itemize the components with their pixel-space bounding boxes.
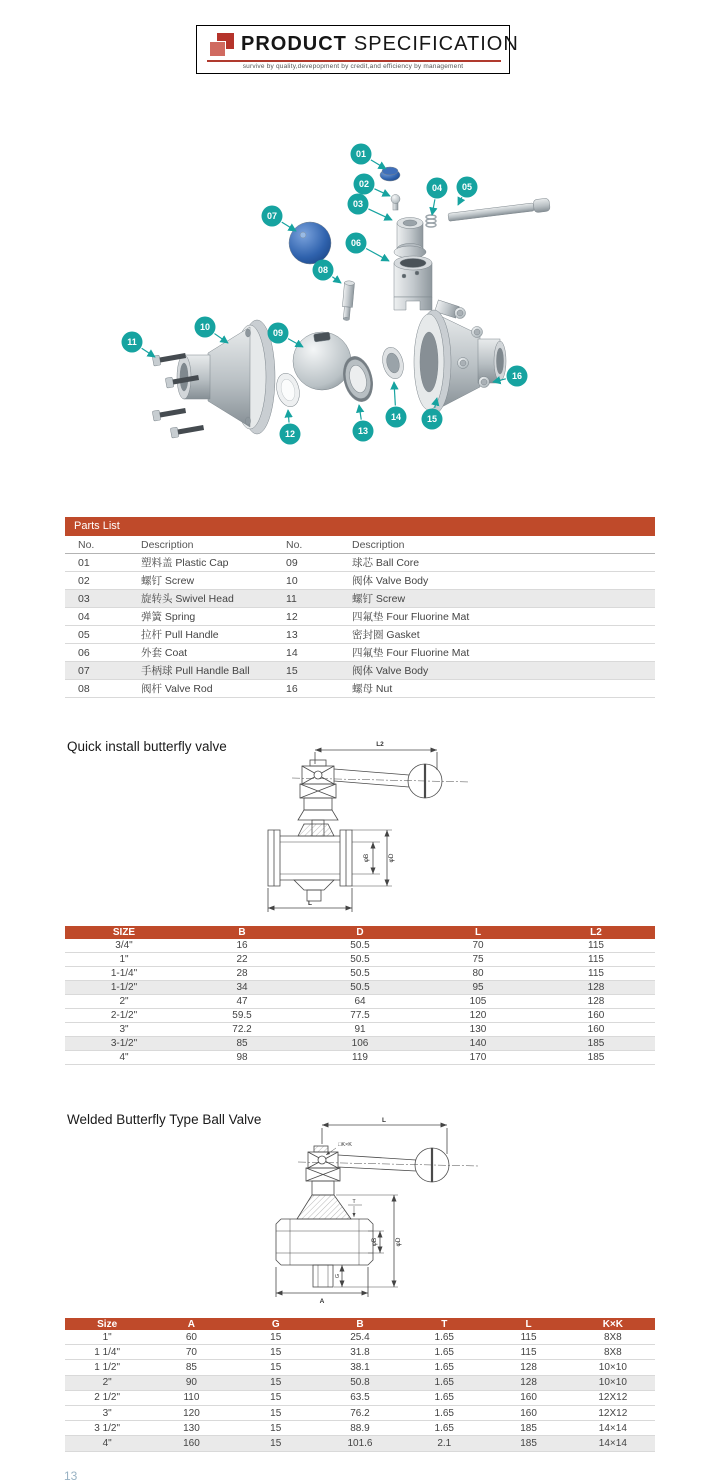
table-header-row [65, 926, 655, 939]
table-cell: 05 [65, 626, 128, 644]
callout-number: 15 [426, 414, 438, 425]
table-cell: 160 [537, 1023, 655, 1037]
table-cell: 1.65 [402, 1330, 486, 1345]
table-cell: 160 [537, 1009, 655, 1023]
callout-number: 10 [199, 322, 211, 333]
table-cell: 15 [234, 1436, 318, 1451]
size-table-quick-install [65, 926, 655, 1065]
callout-arrow [432, 199, 435, 215]
callout-number: 07 [266, 211, 278, 222]
column-header: L2 [537, 926, 655, 939]
quick-install-butterfly-valve-drawing [240, 736, 480, 922]
part-valve-rod [341, 280, 354, 320]
table-header-row [65, 1318, 655, 1330]
callout-number: 08 [317, 265, 329, 276]
table-cell: 15 [234, 1360, 318, 1375]
table-cell: 1-1/4" [65, 967, 183, 981]
table-cell: 90 [149, 1375, 233, 1390]
table-cell: 4" [65, 1436, 149, 1451]
callout-09 [268, 323, 304, 348]
table-cell: 阀体 Valve Body [342, 572, 655, 590]
section2-heading: Welded Butterfly Type Ball Valve [67, 1112, 262, 1127]
dim-label-d: φD [388, 853, 395, 863]
table-cell: 15 [234, 1405, 318, 1420]
table-row [65, 981, 655, 995]
callout-11 [122, 332, 156, 358]
table-cell: 15 [234, 1345, 318, 1360]
table-cell: 120 [149, 1405, 233, 1420]
table-cell: 1" [65, 953, 183, 967]
callout-04 [427, 178, 448, 216]
dim-label-l: L [382, 1117, 386, 1124]
dim-label-t: T [352, 1199, 356, 1205]
table-cell: 115 [537, 953, 655, 967]
callout-07 [262, 206, 297, 232]
table-cell: 13 [276, 626, 342, 644]
callout-arrow [394, 382, 395, 406]
callout-10 [195, 317, 229, 344]
table-cell: 95 [419, 981, 537, 995]
table-cell: 2.1 [402, 1436, 486, 1451]
table-cell: 98 [183, 1051, 301, 1065]
callout-number: 03 [352, 199, 364, 210]
table-cell: 170 [419, 1051, 537, 1065]
dim-label-b: φB [371, 1237, 378, 1247]
table-cell: 1 1/2" [65, 1360, 149, 1375]
callout-14 [386, 382, 407, 428]
callout-13 [353, 405, 374, 442]
table-cell: 弹簧 Spring [128, 608, 276, 626]
welded-butterfly-ball-valve-drawing [250, 1112, 485, 1307]
table-cell: 160 [486, 1390, 570, 1405]
header-tagline: survive by quality,devepopment by credit,and efficiency by management [242, 63, 464, 70]
table-cell: 2-1/2" [65, 1009, 183, 1023]
table-cell: 15 [234, 1421, 318, 1436]
table-cell: 75 [419, 953, 537, 967]
part-fluorine-mat-right [379, 345, 406, 381]
table-row [65, 1023, 655, 1037]
table-cell: 3/4" [65, 939, 183, 953]
table-cell: 115 [486, 1345, 570, 1360]
table-cell: 10 [276, 572, 342, 590]
table-cell: 塑料盖 Plastic Cap [128, 554, 276, 572]
table-cell: 185 [486, 1436, 570, 1451]
callout-06 [346, 233, 390, 262]
callout-arrow [359, 405, 361, 420]
dim-label-l: L [308, 900, 312, 907]
table-cell: 四氟垫 Four Fluorine Mat [342, 608, 655, 626]
callout-number: 05 [461, 182, 473, 193]
callout-arrow [142, 348, 155, 357]
table-cell: 47 [183, 995, 301, 1009]
table-cell: 119 [301, 1051, 419, 1065]
title-specification: SPECIFICATION [353, 33, 519, 55]
table-cell: 11 [276, 590, 342, 608]
part-screw-top [391, 195, 400, 211]
parts-list-title: Parts List [65, 517, 655, 536]
table-cell: 14 [276, 644, 342, 662]
dim-label-kxk: □K×K [338, 1142, 352, 1148]
table-cell: 185 [486, 1421, 570, 1436]
table-cell: 1 1/4" [65, 1345, 149, 1360]
table-cell: 09 [276, 554, 342, 572]
table-cell: 15 [234, 1330, 318, 1345]
column-header: Description [128, 536, 276, 554]
table-cell: 10×10 [571, 1360, 655, 1375]
table-cell: 1-1/2" [65, 981, 183, 995]
table-cell: 3-1/2" [65, 1037, 183, 1051]
table-row [65, 1405, 655, 1420]
table-cell: 01 [65, 554, 128, 572]
table-cell: 1.65 [402, 1360, 486, 1375]
table-row [65, 995, 655, 1009]
brand-logo [208, 32, 236, 60]
table-cell: 128 [537, 995, 655, 1009]
column-header: G [234, 1318, 318, 1330]
table-cell: 50.5 [301, 981, 419, 995]
table-cell: 14×14 [571, 1421, 655, 1436]
table-cell: 160 [486, 1405, 570, 1420]
table-cell: 115 [486, 1330, 570, 1345]
callout-number: 06 [350, 238, 362, 249]
table-cell: 128 [537, 981, 655, 995]
table-cell: 15 [276, 662, 342, 680]
callout-arrow [371, 160, 386, 169]
dim-label-b: φB [363, 853, 370, 863]
table-cell: 128 [486, 1360, 570, 1375]
table-cell: 1.65 [402, 1390, 486, 1405]
column-header: T [402, 1318, 486, 1330]
callout-number: 16 [511, 371, 523, 382]
table-cell: 115 [537, 967, 655, 981]
table-cell: 88.9 [318, 1421, 402, 1436]
table-cell: 38.1 [318, 1360, 402, 1375]
callout-12 [280, 410, 301, 445]
table-cell: 64 [301, 995, 419, 1009]
table-cell: 3 1/2" [65, 1421, 149, 1436]
column-header: B [183, 926, 301, 939]
callout-number: 14 [390, 412, 402, 423]
table-cell: 110 [149, 1390, 233, 1405]
table-row [65, 554, 655, 572]
table-row [65, 590, 655, 608]
column-header: Size [65, 1318, 149, 1330]
table-cell: 115 [537, 939, 655, 953]
dim-label-g: G [335, 1273, 341, 1279]
table-cell: 72.2 [183, 1023, 301, 1037]
callout-number: 12 [284, 429, 296, 440]
part-spring [426, 215, 436, 227]
table-cell: 手柄球 Pull Handle Ball [128, 662, 276, 680]
table-cell: 密封圈 Gasket [342, 626, 655, 644]
table-cell: 80 [419, 967, 537, 981]
table-cell: 16 [183, 939, 301, 953]
table-cell: 1.65 [402, 1405, 486, 1420]
table-cell: 60 [149, 1330, 233, 1345]
callout-arrow [368, 209, 392, 220]
column-header: SIZE [65, 926, 183, 939]
table-cell: 70 [149, 1345, 233, 1360]
table-row [65, 1037, 655, 1051]
table-cell: 04 [65, 608, 128, 626]
table-cell: 185 [537, 1037, 655, 1051]
callout-arrow [374, 189, 390, 196]
table-cell: 12 [276, 608, 342, 626]
dim-label-d: φD [395, 1237, 402, 1247]
table-cell: 105 [419, 995, 537, 1009]
table-row [65, 967, 655, 981]
section1-heading: Quick install butterfly valve [67, 739, 227, 754]
table-cell: 1.65 [402, 1375, 486, 1390]
callout-number: 01 [355, 149, 367, 160]
table-cell: 1" [65, 1330, 149, 1345]
table-cell: 130 [149, 1421, 233, 1436]
page-number: 13 [64, 1469, 78, 1482]
header-logo-box [196, 25, 519, 74]
table-cell: 1.65 [402, 1345, 486, 1360]
table-cell: 螺钉 Screw [342, 590, 655, 608]
data-table [65, 926, 655, 1065]
table-row [65, 572, 655, 590]
table-cell: 08 [65, 680, 128, 698]
table-cell: 59.5 [183, 1009, 301, 1023]
table-row [65, 626, 655, 644]
table-cell: 25.4 [318, 1330, 402, 1345]
logo-square-light [209, 41, 226, 57]
table-cell: 91 [301, 1023, 419, 1037]
callout-arrow [214, 334, 228, 343]
table-cell: 31.8 [318, 1345, 402, 1360]
table-cell: 130 [419, 1023, 537, 1037]
table-row [65, 1421, 655, 1436]
table-row [65, 1345, 655, 1360]
table-row [65, 608, 655, 626]
table-row [65, 953, 655, 967]
table-cell: 8X8 [571, 1330, 655, 1345]
header-divider [207, 60, 501, 62]
table-cell: 2 1/2" [65, 1390, 149, 1405]
table-cell: 12X12 [571, 1390, 655, 1405]
table-cell: 拉杆 Pull Handle [128, 626, 276, 644]
table-cell: 85 [149, 1360, 233, 1375]
table-row [65, 662, 655, 680]
callout-number: 02 [358, 179, 370, 190]
callout-arrow [288, 410, 289, 423]
callout-arrow [458, 197, 462, 205]
table-cell: 旋转头 Swivel Head [128, 590, 276, 608]
table-cell: 02 [65, 572, 128, 590]
table-cell: 85 [183, 1037, 301, 1051]
callout-arrow [332, 277, 341, 283]
table-cell: 70 [419, 939, 537, 953]
table-cell: 120 [419, 1009, 537, 1023]
part-plastic-cap [380, 167, 400, 181]
column-header: D [301, 926, 419, 939]
table-cell: 160 [149, 1436, 233, 1451]
table-cell: 8X8 [571, 1345, 655, 1360]
column-header: B [318, 1318, 402, 1330]
part-swivel-head [394, 218, 426, 259]
column-header: L [486, 1318, 570, 1330]
callout-number: 11 [127, 337, 137, 348]
table-cell: 128 [486, 1375, 570, 1390]
table-cell: 15 [234, 1375, 318, 1390]
part-coat [394, 256, 432, 310]
table-cell: 球芯 Ball Core [342, 554, 655, 572]
table-cell: 22 [183, 953, 301, 967]
table-cell: 螺母 Nut [342, 680, 655, 698]
table-cell: 50.5 [301, 953, 419, 967]
callout-05 [457, 177, 478, 206]
title-product: PRODUCT [241, 33, 347, 55]
table-cell: 34 [183, 981, 301, 995]
column-header: Description [342, 536, 655, 554]
table-cell: 63.5 [318, 1390, 402, 1405]
table-cell: 50.5 [301, 967, 419, 981]
table-row [65, 1375, 655, 1390]
table-cell: 07 [65, 662, 128, 680]
table-row [65, 939, 655, 953]
table-row [65, 1360, 655, 1375]
table-cell: 阀体 Valve Body [342, 662, 655, 680]
table-cell: 16 [276, 680, 342, 698]
parts-list-table [65, 536, 655, 698]
table-cell: 四氟垫 Four Fluorine Mat [342, 644, 655, 662]
part-pull-handle [448, 198, 551, 223]
table-cell: 外套 Coat [128, 644, 276, 662]
table-cell: 12X12 [571, 1405, 655, 1420]
table-cell: 阀杆 Valve Rod [128, 680, 276, 698]
table-cell: 2" [65, 1375, 149, 1390]
table-cell: 3" [65, 1405, 149, 1420]
table-cell: 螺钉 Screw [128, 572, 276, 590]
table-row [65, 1390, 655, 1405]
column-header: K×K [571, 1318, 655, 1330]
table-row [65, 1051, 655, 1065]
table-cell: 03 [65, 590, 128, 608]
table-cell: 14×14 [571, 1436, 655, 1451]
table-header-row [65, 536, 655, 554]
table-cell: 4" [65, 1051, 183, 1065]
callout-number: 04 [431, 183, 443, 194]
table-cell: 3" [65, 1023, 183, 1037]
callout-layer [122, 144, 528, 445]
table-cell: 28 [183, 967, 301, 981]
exploded-valve-diagram [60, 135, 600, 465]
table-cell: 101.6 [318, 1436, 402, 1451]
size-table-welded [65, 1318, 655, 1452]
table-cell: 140 [419, 1037, 537, 1051]
table-cell: 50.8 [318, 1375, 402, 1390]
table-cell: 10×10 [571, 1375, 655, 1390]
callout-01 [351, 144, 387, 170]
table-row [65, 1330, 655, 1345]
table-cell: 1.65 [402, 1421, 486, 1436]
dim-label-a: A [319, 1298, 325, 1305]
column-header: A [149, 1318, 233, 1330]
part-pull-handle-ball [289, 222, 331, 264]
table-cell: 50.5 [301, 939, 419, 953]
table-row [65, 680, 655, 698]
table-row [65, 644, 655, 662]
column-header: L [419, 926, 537, 939]
dim-label-l2: L2 [376, 741, 384, 748]
callout-number: 13 [357, 426, 369, 437]
table-cell: 77.5 [301, 1009, 419, 1023]
callout-number: 09 [272, 328, 284, 339]
table-cell: 2" [65, 995, 183, 1009]
callout-08 [313, 260, 342, 284]
callout-arrow [282, 222, 296, 231]
callout-arrow [366, 249, 389, 261]
data-table [65, 1318, 655, 1452]
table-cell: 15 [234, 1390, 318, 1405]
table-row [65, 1009, 655, 1023]
table-cell: 185 [537, 1051, 655, 1065]
table-cell: 106 [301, 1037, 419, 1051]
table-cell: 76.2 [318, 1405, 402, 1420]
table-cell: 06 [65, 644, 128, 662]
part-ball-core [293, 332, 351, 390]
column-header: No. [65, 536, 128, 554]
callout-03 [348, 194, 393, 221]
page-title [241, 33, 519, 56]
table-row [65, 1436, 655, 1451]
data-table [65, 536, 655, 698]
column-header: No. [276, 536, 342, 554]
